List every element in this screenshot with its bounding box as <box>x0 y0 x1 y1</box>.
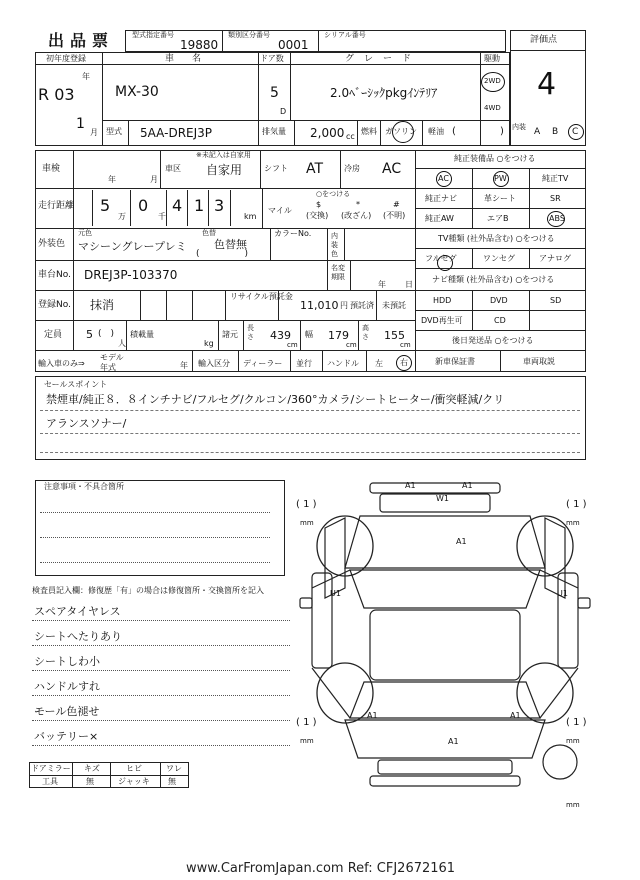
sheet-title: 出品票 <box>48 31 115 50</box>
width-value: 179 <box>328 329 349 342</box>
car-name-label: 車名 <box>165 54 220 64</box>
diag-a1-front-bumper-2: A1 <box>462 481 473 490</box>
tire-fl-depth: ( 1 ) <box>296 499 317 510</box>
drive-2wd: 2WD <box>484 77 501 85</box>
navi-title: ナビ種類 (社外品含む) ○をつける <box>432 275 555 284</box>
name-change-label: 名変期限 <box>331 264 345 281</box>
color-value: マシーングレープレミ <box>78 240 187 253</box>
watermark-text: www.CarFromJapan.com Ref: CFJ2672161 <box>186 861 456 876</box>
first-reg-year: R 03 <box>38 85 75 104</box>
interior-label: 内装 <box>512 123 526 131</box>
load-label: 積載量 <box>130 330 154 339</box>
legend-h1: キズ <box>84 764 100 773</box>
note-line-6: バッテリー× <box>34 730 99 743</box>
registration-value: 抹消 <box>90 298 115 312</box>
notes-label: 注意事項・不具合箇所 <box>44 482 124 491</box>
diag-w1-windshield: W1 <box>436 494 449 503</box>
recycle-value: 11,010 <box>300 299 339 312</box>
equip-ac: AC <box>438 174 449 183</box>
diag-a1-front-bumper: A1 <box>405 481 416 490</box>
chassis-value: DREJ3P-103370 <box>84 268 178 282</box>
note-line-5: モール色褪せ <box>34 705 100 718</box>
height-value: 155 <box>384 329 405 342</box>
left-label: 左 <box>375 359 383 368</box>
score-label: 評価点 <box>530 35 558 45</box>
spare-tire-icon <box>540 742 580 782</box>
drive-label: 駆動 <box>484 54 500 63</box>
equip-aw: 純正AW <box>425 214 454 223</box>
import-class-label: 輸入区分 <box>198 359 230 368</box>
equip-pw: PW <box>494 174 507 183</box>
note-line-3: シートしわ小 <box>34 655 100 668</box>
model-year-label: モデル年式 <box>100 353 124 372</box>
equip-sr: SR <box>550 194 561 203</box>
first-reg-month: 1 <box>76 116 85 132</box>
tv-title: TV種類 (社外品含む) ○をつける <box>438 234 555 243</box>
docs-manual: 車両取説 <box>523 357 555 366</box>
note-line-1: スペアタイヤレス <box>34 605 121 618</box>
equip-abs: ABS <box>549 214 565 223</box>
handle-label: ハンドル <box>327 359 359 368</box>
ac-value: AC <box>382 161 402 177</box>
inspector-label: 検査員記入欄：修復歴「有」の場合は修復箇所・交換箇所を記入 <box>32 586 264 595</box>
legend-v3: 無 <box>168 777 176 786</box>
displacement-label: 排気量 <box>262 127 286 136</box>
diag-a1-hood: A1 <box>456 537 467 546</box>
fuel-value: ガソリン <box>385 127 417 136</box>
navi-sd: SD <box>550 296 562 305</box>
class-label: 類別区分番号 <box>228 31 270 39</box>
tire-rr-depth: ( 1 ) <box>566 717 587 728</box>
shift-value: AT <box>306 161 324 177</box>
docs-warranty: 新車保証書 <box>435 357 475 366</box>
car-name-value: MX-30 <box>115 84 159 100</box>
note-line-4: ハンドルすれ <box>34 680 100 693</box>
mileage-digit-1: 5 <box>100 196 111 215</box>
registration-label: 登録No. <box>38 300 71 310</box>
model-label: 型式 <box>106 127 122 136</box>
doors-value: 5 <box>270 85 279 101</box>
sales-line-2: アランスソナー/ <box>46 417 127 430</box>
right-label: 右 <box>400 358 408 367</box>
height-label: 高さ <box>362 324 369 341</box>
sales-line-1: 禁煙車/純正８．８インチナビ/フルセグ/クルコン/360°カメラ/シートヒーター/衝突軽減/クリ <box>46 393 505 406</box>
tv-oneseg: ワンセグ <box>483 254 515 263</box>
legend-h0: ドアミラー <box>31 764 71 773</box>
category-value: 自家用 <box>206 163 243 177</box>
tire-fr-depth: ( 1 ) <box>566 499 587 510</box>
mileage-digit-2: 0 <box>138 196 149 215</box>
length-value: 439 <box>270 329 291 342</box>
mileage-digit-5: 3 <box>214 196 225 215</box>
diag-a1-rear-right: A1 <box>510 711 521 720</box>
fuel-label: 燃料 <box>361 127 377 136</box>
shift-label: シフト <box>264 164 288 173</box>
model-value: 5AA-DREJ3P <box>140 126 213 140</box>
type-value: 19880 <box>180 38 219 52</box>
interior-color-label: 内装色 <box>331 232 338 258</box>
mile-label: マイル <box>268 206 292 215</box>
type-label: 型式指定番号 <box>132 31 174 39</box>
diag-a1-rear-left: A1 <box>367 711 378 720</box>
modified-label: (改ざん) <box>341 211 372 220</box>
tire-rl-depth: ( 1 ) <box>296 717 317 728</box>
category-label: 車区 <box>165 164 181 173</box>
displacement-value: 2,000 <box>310 126 345 140</box>
diag-a1-rear-bumper: A1 <box>448 737 459 746</box>
first-reg-label: 初年度登録 <box>46 54 86 63</box>
inspection-label: 車検 <box>42 164 61 174</box>
navi-cd: CD <box>494 316 506 325</box>
tv-fullseg: フルセグ <box>425 254 457 263</box>
recycle-unpaid: 未預託 <box>382 301 406 310</box>
equip-leather: 革シート <box>484 194 516 203</box>
mileage-digit-3: 4 <box>172 196 183 215</box>
equip-navi: 純正ナビ <box>425 194 457 203</box>
light-oil-label: 軽油 <box>428 127 444 136</box>
navi-dvd: DVD <box>490 296 508 305</box>
legend-v2: ジャッキ <box>118 777 150 786</box>
dealer-label: ディーラー <box>243 359 283 368</box>
equip-tv: 純正TV <box>542 174 569 183</box>
dims-label: 諸元 <box>222 330 238 339</box>
mileage-circle-note: ○をつける <box>316 190 351 198</box>
parallel-label: 並行 <box>296 359 312 368</box>
color-change-value: 色替無 <box>214 238 247 251</box>
width-label: 幅 <box>305 330 313 339</box>
category-note: ※未記入は自家用 <box>196 151 251 159</box>
equipment-title: 純正装備品 ○をつける <box>454 154 536 163</box>
grade-label: グレード <box>345 54 422 64</box>
serial-label: シリアル番号 <box>324 31 366 39</box>
capacity-label: 定員 <box>44 330 63 340</box>
legend-v1: 無 <box>86 777 94 786</box>
unknown-label: (不明) <box>383 211 406 220</box>
diag-u1-right: U1 <box>557 589 568 598</box>
mileage-digit-4: 1 <box>194 196 205 215</box>
score-value: 4 <box>537 67 557 102</box>
color-label: 外装色 <box>38 239 66 249</box>
capacity-value: 5 <box>86 328 93 341</box>
recycle-label: リサイクル預託金 <box>230 292 293 301</box>
legend-h2: ヒビ <box>126 764 142 773</box>
grade-value: 2.0ﾍﾞｰｼｯｸpkgｲﾝﾃﾘｱ <box>330 86 438 100</box>
equip-airbag: エアB <box>487 214 509 223</box>
ac-label: 冷房 <box>344 164 360 173</box>
docs-title: 後日発送品 ○をつける <box>452 336 534 345</box>
legend-v0: 工具 <box>42 777 58 786</box>
legend-h3: ワレ <box>166 764 182 773</box>
recycle-paid: 預託済 <box>350 301 374 310</box>
doors-label: ドア数 <box>260 54 284 63</box>
tv-analog: アナログ <box>539 254 571 263</box>
color-no-label: カラーNo. <box>274 229 312 238</box>
diag-u1-left: U1 <box>330 589 341 598</box>
note-line-2: シートへたりあり <box>34 630 122 643</box>
mileage-label: 走行距離 <box>38 201 75 211</box>
class-value: 0001 <box>278 38 309 52</box>
navi-hdd: HDD <box>433 296 452 305</box>
navi-dvd-play: DVD再生可 <box>421 316 463 325</box>
exchange-label: (交換) <box>306 211 329 220</box>
sales-label: セールスポイント <box>44 380 108 389</box>
auction-sheet: 出品票 型式指定番号 19880 類別区分番号 0001 シリアル番号 評価点 4 初年度登録 年 R 03 1 月 車名 MX-30 ドア数 5 D グレード 2.0ﾍﾞｰｼｯｸpkgｲﾝﾃﾘｱ 駆動 2WD 4WD 型式 5AA-DREJ3P 排気量 2,000 cc 燃料 ガソリン 軽油 ( ) 内装 A B C 車検 年 月 車区 ※未記入は自家用 自家用 シフト AT 冷房 AC 走行距離 5 万 0 千 4 1 3 km ○をつける マイル $ (交換) * (改ざん) # (不明) 外装色 元色 マシーングレープレミ 色替 色替無 ( ) カラーNo. 内装色 車台No. DREJ3P-103370 名変期限 年 日 登録No. 抹消 リサイクル預託金 11,010 円 預託済 未預託 定員 5 ( ) 人 積載量 kg 諸元 長さ 439 cm 幅 179 cm 高さ 155 cm 輸入車のみ⇒ モデル年式 年 輸入区分 ディーラー 並行 ハンドル 左 右 純正装備品 ○をつける AC PW 純正TV 純正ナビ 革シート SR 純正AW エアB ABS TV種類 (社外品含む) ○をつける フルセグ ワンセグ アナログ ナビ種類 (社外品含む) ○をつける HDD DVD SD DVD再生可 CD 後日発送品 ○をつける 新車保証書 車両取説 セールスポイント 禁煙車/純正８．８インチナビ/フルセグ/クルコン/360°カメラ/シートヒーター/衝突軽減/クリ アランスソナー/ 注意事項・不具合箇所 検査員記入欄：修復歴「有」の場合は修復箇所・交換箇所を記入 スペアタイヤレス シートへたりあり シートしわ小 ハンドルすれ モール色褪せ バッテリー× ドアミラー キズ ヒビ ワレ 工具 無 ジャッキ 無 A1 A1 W1 A1 U1 U1 A1 A1 A1 ( 1 ) mm ( 1 ) mm ( 1 ) mm ( 1 ) mm mm www.CarFromJapan.com Ref: CFJ2672161 <box>0 0 640 880</box>
drive-4wd: 4WD <box>484 104 501 112</box>
import-label: 輸入車のみ⇒ <box>38 359 85 368</box>
length-label: 長さ <box>247 324 254 341</box>
chassis-label: 車台No. <box>38 270 71 280</box>
